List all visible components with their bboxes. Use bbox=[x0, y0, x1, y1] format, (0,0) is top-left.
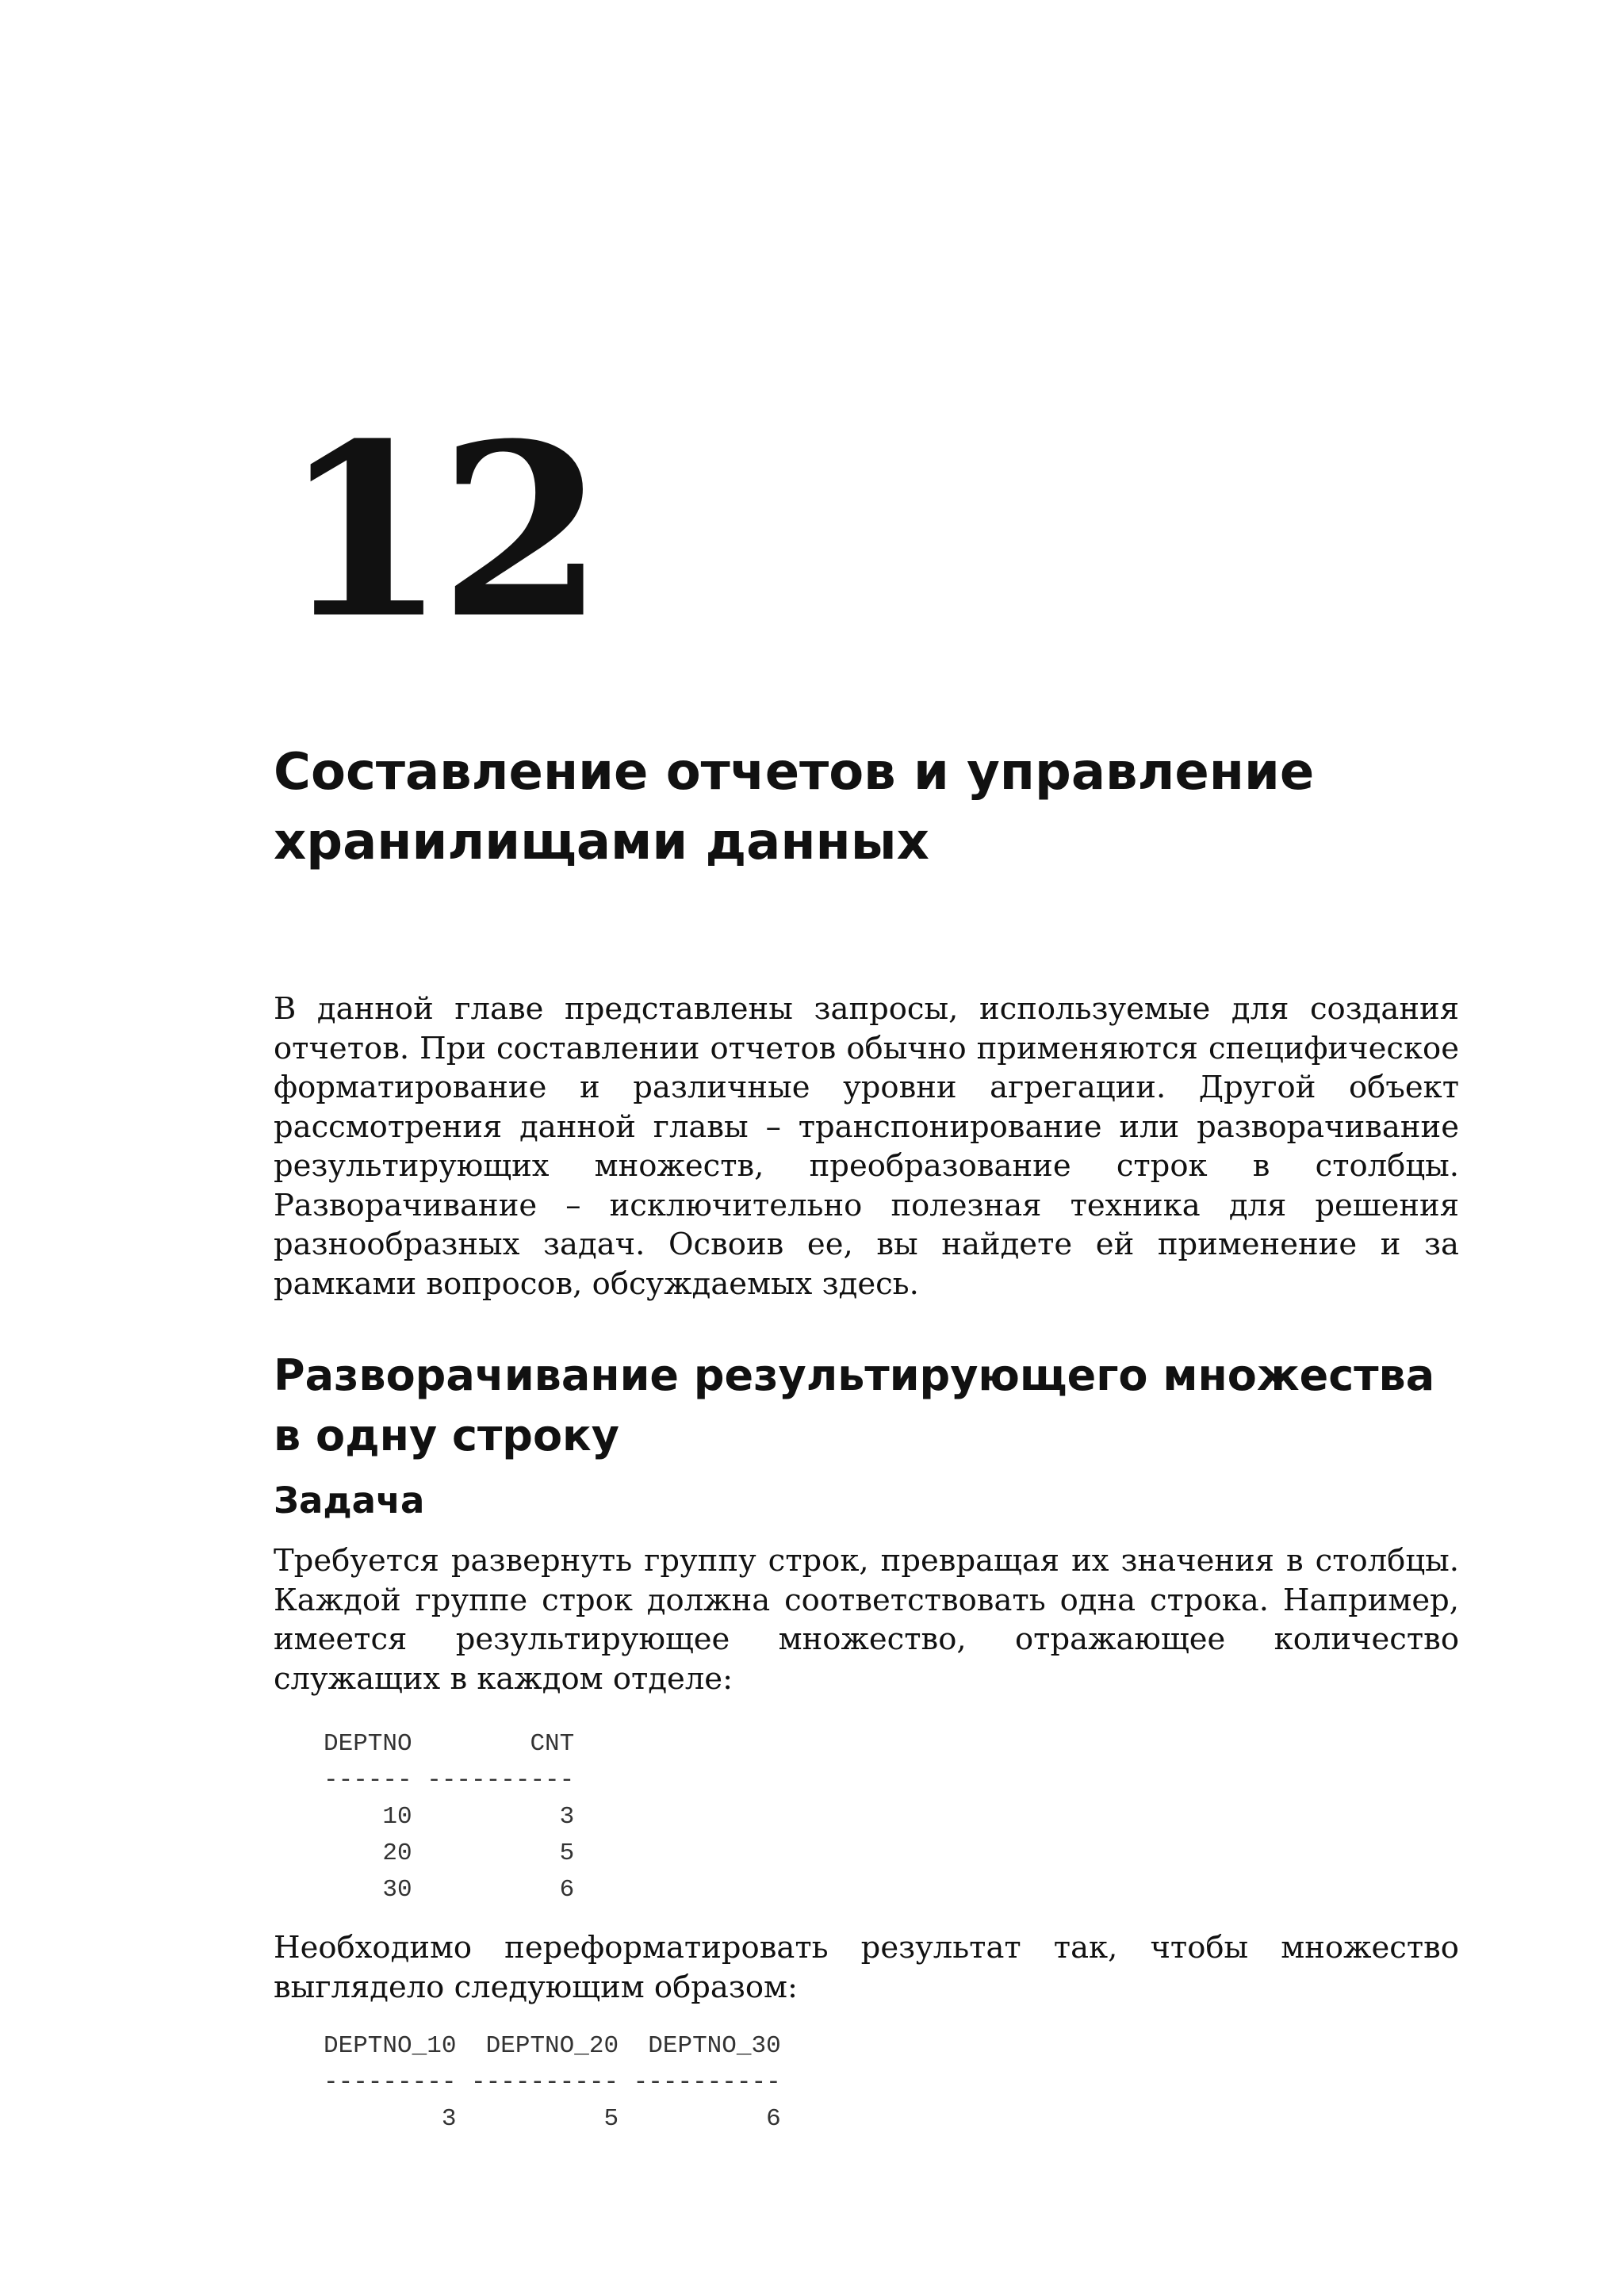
subsection-title: Задача bbox=[274, 1480, 425, 1522]
problem-paragraph: Требуется развернуть группу строк, превращая их значения в столбцы. Каждой группе строк должна соответствовать одна строка. Например, имеется результирующее множество, отражающее количество служащих в каждом отделе: bbox=[274, 1543, 1459, 1697]
chapter-title: Составление отчетов и управление хранилищами данных bbox=[274, 743, 1315, 871]
intro-paragraph: В данной главе представлены запросы, используемые для создания отчетов. При составлении отчетов обычно применяются специфическое форматирование и различные уровни агрегации. Другой объект рассмотрения данной главы – транспонирование или разворачивание результирующих множеств, преобразование строк в столбцы. Разворачивание – исключительно полезная техника для решения разнообразных задач. Освоив ее, вы найдете ей применение и за рамками вопросов, обсуждаемых здесь. bbox=[274, 991, 1459, 1302]
code-listing-output: DEPTNO_10 DEPTNO_20 DEPTNO_30 --------- ---------- ---------- 3 5 6 bbox=[324, 2032, 781, 2133]
reformat-paragraph: Необходимо переформатировать результат так, чтобы множество выглядело следующим образом: bbox=[274, 1930, 1459, 2005]
chapter-number: 12 bbox=[282, 391, 597, 671]
section-title: Разворачивание результирующего множества в одну строку bbox=[274, 1350, 1435, 1460]
code-listing-input: DEPTNO CNT ------ ---------- 10 3 20 5 30 6 bbox=[324, 1730, 575, 1904]
